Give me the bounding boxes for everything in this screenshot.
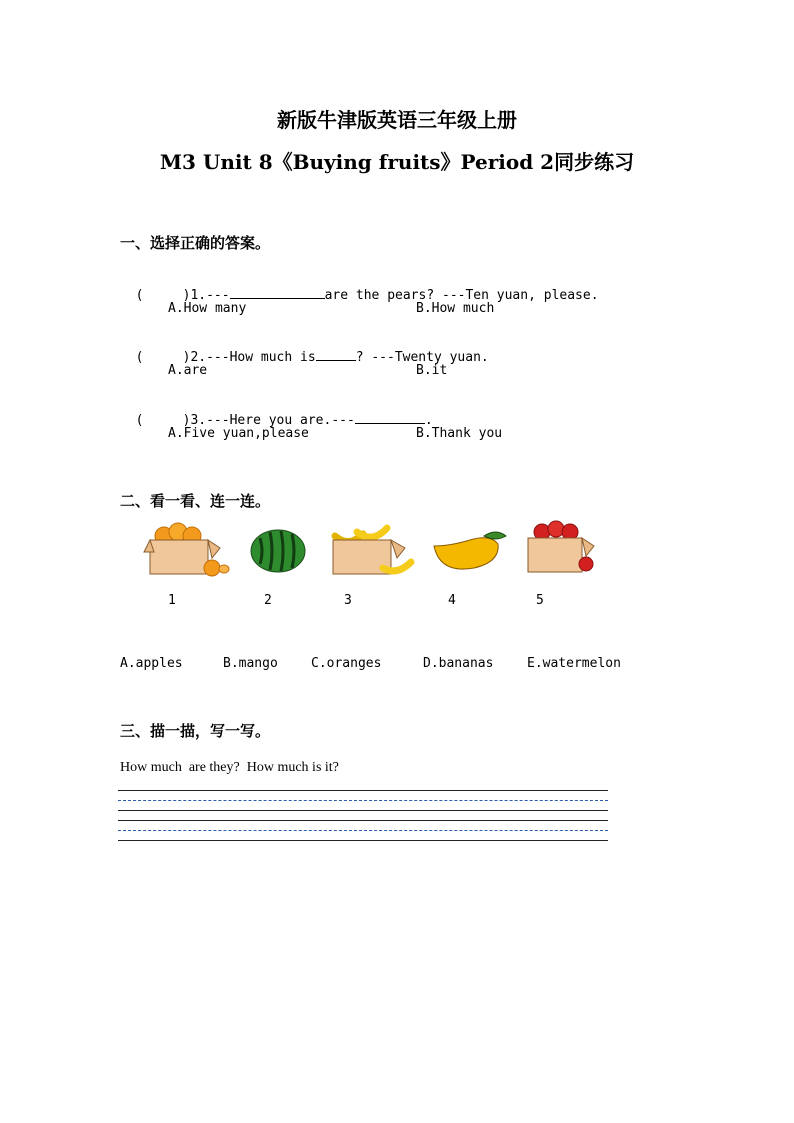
question-prefix: 2.---How much is	[190, 350, 316, 365]
answer-blank[interactable]	[355, 410, 425, 424]
option-b: B.it	[416, 363, 448, 378]
picture-number: 5	[536, 593, 544, 608]
writing-line-top	[118, 790, 608, 791]
writing-line-mid	[118, 830, 608, 831]
question-2	[120, 332, 489, 365]
answer-blank[interactable]	[316, 347, 356, 361]
question-prefix: 1.---	[190, 288, 230, 303]
answer-bracket[interactable]: ( )	[135, 413, 191, 428]
option-a: A.How many	[168, 301, 247, 316]
answer-bracket[interactable]: ( )	[135, 350, 191, 365]
option-b: B.Thank you	[416, 426, 503, 441]
answer-bracket[interactable]: ( )	[135, 288, 191, 303]
question-suffix: .	[424, 413, 433, 428]
option-b: B.How much	[416, 301, 495, 316]
question-3	[120, 395, 433, 428]
answer-blank[interactable]	[230, 285, 325, 299]
picture-number: 2	[264, 593, 272, 608]
picture-number: 3	[344, 593, 352, 608]
trace-prompt: How much are they? How much is it?	[120, 760, 339, 775]
question-suffix: are the pears? ---Ten yuan, please.	[324, 288, 599, 303]
word-option: C.oranges	[311, 656, 382, 671]
oranges-box-image	[142, 522, 232, 578]
word-option: B.mango	[223, 656, 278, 671]
writing-line-top	[118, 820, 608, 821]
mango-image	[430, 528, 510, 574]
title-line-1: 新版牛津版英语三年级上册	[277, 108, 517, 132]
watermelon-image	[250, 528, 306, 574]
word-option: A.apples	[120, 656, 183, 671]
apples-box-image	[524, 520, 600, 576]
picture-number: 1	[168, 593, 176, 608]
question-prefix: 3.---Here you are.---	[190, 413, 355, 428]
writing-line-mid	[118, 800, 608, 801]
title-line-2: M3 Unit 8《Buying fruits》Period 2同步练习	[159, 150, 635, 174]
bananas-box-image	[327, 518, 417, 578]
writing-line-base	[118, 840, 608, 841]
section-2-heading: 二、看一看、连一连。	[120, 492, 271, 510]
option-a: A.are	[168, 363, 208, 378]
word-option: E.watermelon	[527, 656, 621, 671]
writing-line-base	[118, 810, 608, 811]
question-1	[120, 270, 599, 303]
section-3-heading: 三、描一描，写一写。	[120, 722, 271, 740]
section-1-heading: 一、选择正确的答案。	[120, 234, 271, 252]
word-option: D.bananas	[423, 656, 494, 671]
question-suffix: ? ---Twenty yuan.	[355, 350, 489, 365]
writing-lines[interactable]	[118, 790, 608, 842]
picture-number: 4	[448, 593, 456, 608]
option-a: A.Five yuan,please	[168, 426, 309, 441]
